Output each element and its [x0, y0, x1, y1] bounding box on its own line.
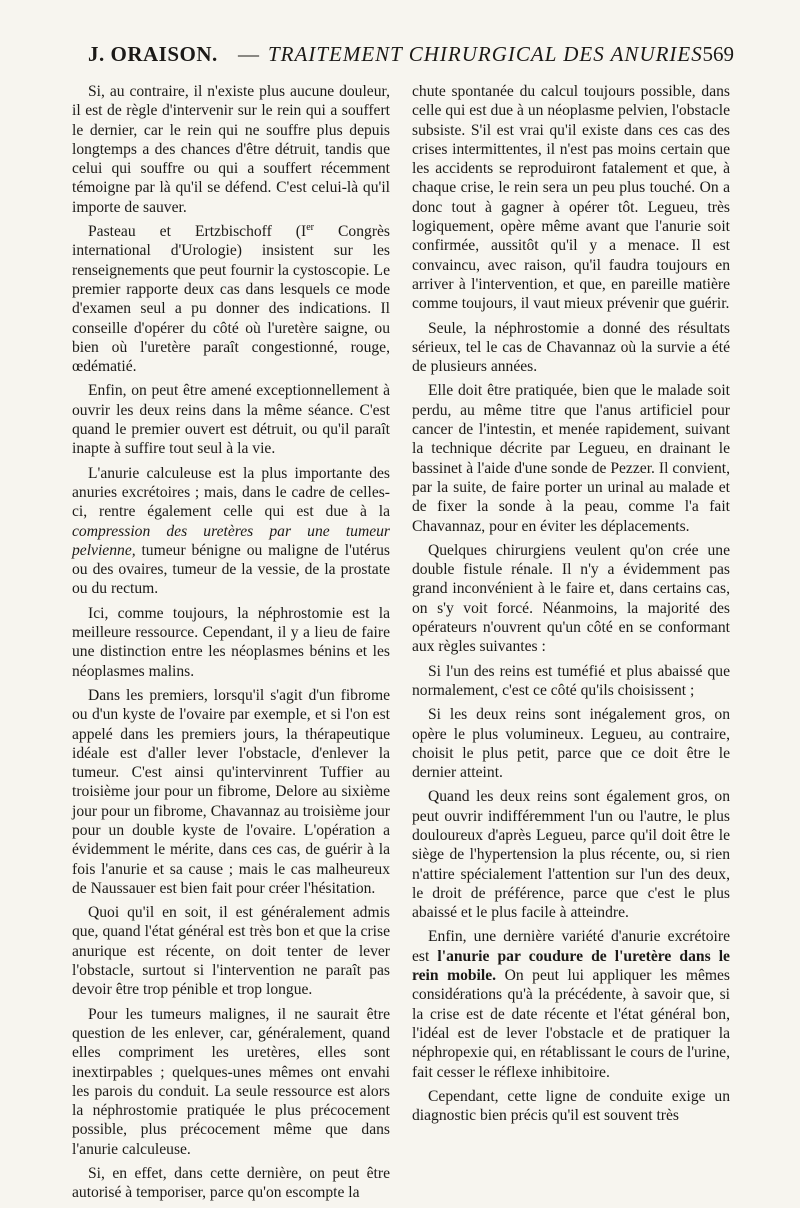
italic-phrase: compression des uretères par une tumeur pelvienne, — [72, 522, 390, 559]
paragraph: Ici, comme toujours, la néphrostomie est la meilleure ressource. Cependant, il y a lieu de faire une distinction entre les néoplasmes bénins et les néoplasmes malins. — [72, 604, 390, 680]
paragraph: Dans les premiers, lorsqu'il s'agit d'un fibrome ou d'un kyste de l'ovaire par exemple, et si l'on est appelé dans les premiers jours, la thérapeutique idéale est d'aller lever l'obstacle, d'enlever la tumeur. C'est ainsi qu'intervinrent Tuffier au troisième jour pour un fibrome, Delore au sixième jour pour un fibrome, Chavannaz au troisième jour pour un double kyste de l'ovaire. L'opération a évidemment le mérite, dans ces cas, de guérir à la fois l'anurie et sa cause ; mais le cas malheureux de Naussauer est bien fait pour créer l'hésitation. — [72, 686, 390, 897]
paragraph: chute spontanée du calcul toujours possible, dans celle qui est due à un néoplasme pelvien, l'obstacle subsiste. S'il est vrai qu'il existe dans ces cas des crises intermittentes, il n'est pas moins certain que les accidents se reproduiront fatalement et que, à chaque crise, le rein sera un peu plus touché. On a donc tout à gagner à opérer tôt. Legueu, très logiquement, opère même avant que l'anurie soit confirmée, aussitôt qu'il y a menace. Il est convaincu, avec raison, qu'il faudra toujours en arriver à l'intervention, et que, en pareille matière comme toujours, il vaut mieux prévenir que guérir. — [412, 83, 730, 313]
paragraph: Elle doit être pratiquée, bien que le malade soit perdu, au même titre que l'anus artificiel pour cancer de l'intestin, et menée rapidement, suivant la technique décrite par Legueu, en drainant le bassinet à l'aide d'une sonde de Pezzer. Il convient, par la suite, de faire porter un urinal au malade et de fixer la sonde à la peau, comme l'a fait Chavannaz, pour en éviter les déplacements. — [412, 382, 730, 535]
paragraph-text: On peut lui appliquer les mêmes considérations qu'à la précédente, à savoir que, si la crise est de date récente et l'état général bon, l'idéal est de lever l'obstacle et de pratiquer la néphropexie qui, en rétablissant le cours de l'urine, fait cesser le réflexe inhibitoire. — [412, 967, 730, 1081]
paragraph: Cependant, cette ligne de conduite exige un diagnostic bien précis qu'il est souvent très — [412, 1087, 730, 1125]
paragraph — [72, 464, 390, 599]
paragraph: Si les deux reins sont inégalement gros, on opère le plus volumineux. Legueu, au contraire, choisit le plus petit, parce que ce doit être le dernier atteint. — [412, 706, 730, 782]
paragraph: Quand les deux reins sont également gros, on peut ouvrir indifféremment l'un ou l'autre, le plus douloureux d'après Legueu, parce qu'il doit être le siège de l'hypertension la plus récente, ou, si rien n'attire spécialement l'attention sur l'un des deux, le droit de préférence, parce que c'est le plus abaissé et le plus facile à atteindre. — [412, 788, 730, 922]
page-number: 569 — [702, 42, 734, 66]
paragraph: Si l'un des reins est tuméfié et plus abaissé que normalement, c'est ce côté qu'ils choisissent ; — [412, 662, 730, 699]
paragraph-text: Pasteau et Ertzbischoff (I — [88, 223, 307, 241]
paragraph — [412, 927, 730, 1081]
paragraph: Si, au contraire, il n'existe plus aucune douleur, il est de règle d'intervenir sur le rein qui a souffert le dernier, car le rein qui ne souffre plus depuis longtemps a des chances d'être détruit, tandis que celui qui souffre ou qui a souffert récemment témoigne par là qu'il se défend. C'est celui-là qu'il importe de sauver. — [72, 83, 390, 216]
running-header — [66, 42, 734, 76]
paragraph-text: tumeur bénigne ou maligne de l'utérus ou des ovaires, tumeur de la vessie, de la prostate ou du rectum. — [72, 541, 390, 598]
right-column — [412, 82, 730, 1130]
paragraph-text: Enfin, une dernière variété d'anurie excrétoire est — [412, 928, 730, 965]
paragraph: Quoi qu'il en soit, il est généralement admis que, quand l'état général est très bon et que la crise anurique est récente, on doit tenter de lever l'obstacle, surtout si l'intervention ne paraît pas devoir être trop pénible et trop longue. — [72, 904, 390, 999]
paragraph-text: L'anurie calculeuse est la plus importante des anuries excrétoires ; mais, dans le cadre de celles-ci, rentre également celle qui est due à la — [72, 464, 390, 521]
paragraph: Seule, la néphrostomie a donné des résultats sérieux, tel le cas de Chavannaz où la survie a été de plusieurs années. — [412, 319, 730, 376]
paragraph — [72, 222, 390, 376]
paragraph: Enfin, on peut être amené exceptionnellement à ouvrir les deux reins dans la même séance. C'est quand le premier ouvert est détruit, ou qu'il paraît inapte à suffire tout seul à la vie. — [72, 382, 390, 458]
paragraph-text: Congrès international d'Urologie) insistent sur les renseignements que peut fournir la cystoscopie. Le premier rapporte deux cas dans lesquels ce mode d'examen seul a pu donner des indications. Il conseille d'opérer du côté où l'uretère saigne, ou bien où l'uretère paraît congestionné, rouge, œdématié. — [72, 223, 391, 376]
paragraph: Quelques chirurgiens veulent qu'on crée une double fistule rénale. Il n'y a évidemment pas grand inconvénient à le faire et, dans certains cas, on s'y voit forcé. Néanmoins, la majorité des opérateurs n'ouvrent qu'un côté en se conformant aux règles suivantes : — [412, 541, 730, 656]
paragraph: Pour les tumeurs malignes, il ne saurait être question de les enlever, car, généralement, quand elles compriment les uretères, elles sont inextirpables ; quelques-unes mêmes ont envahi les parois du conduit. La seule ressource est alors la néphrostomie pratiquée le plus précocement possible, plus précocement même que dans l'anurie calculeuse. — [72, 1005, 390, 1158]
left-column — [72, 82, 390, 1208]
bold-phrase: l'anurie par coudure de l'uretère dans le rein mobile. — [412, 947, 730, 985]
paragraph: Si, en effet, dans cette dernière, on peut être autorisé à temporiser, parce qu'on escompte la — [72, 1165, 390, 1202]
superscript: er — [306, 221, 314, 233]
header-title: TRAITEMENT CHIRURGICAL DES ANURIES — [268, 42, 703, 66]
header-author: J. ORAISON. — [88, 42, 218, 66]
header-dash: — — [238, 42, 259, 66]
